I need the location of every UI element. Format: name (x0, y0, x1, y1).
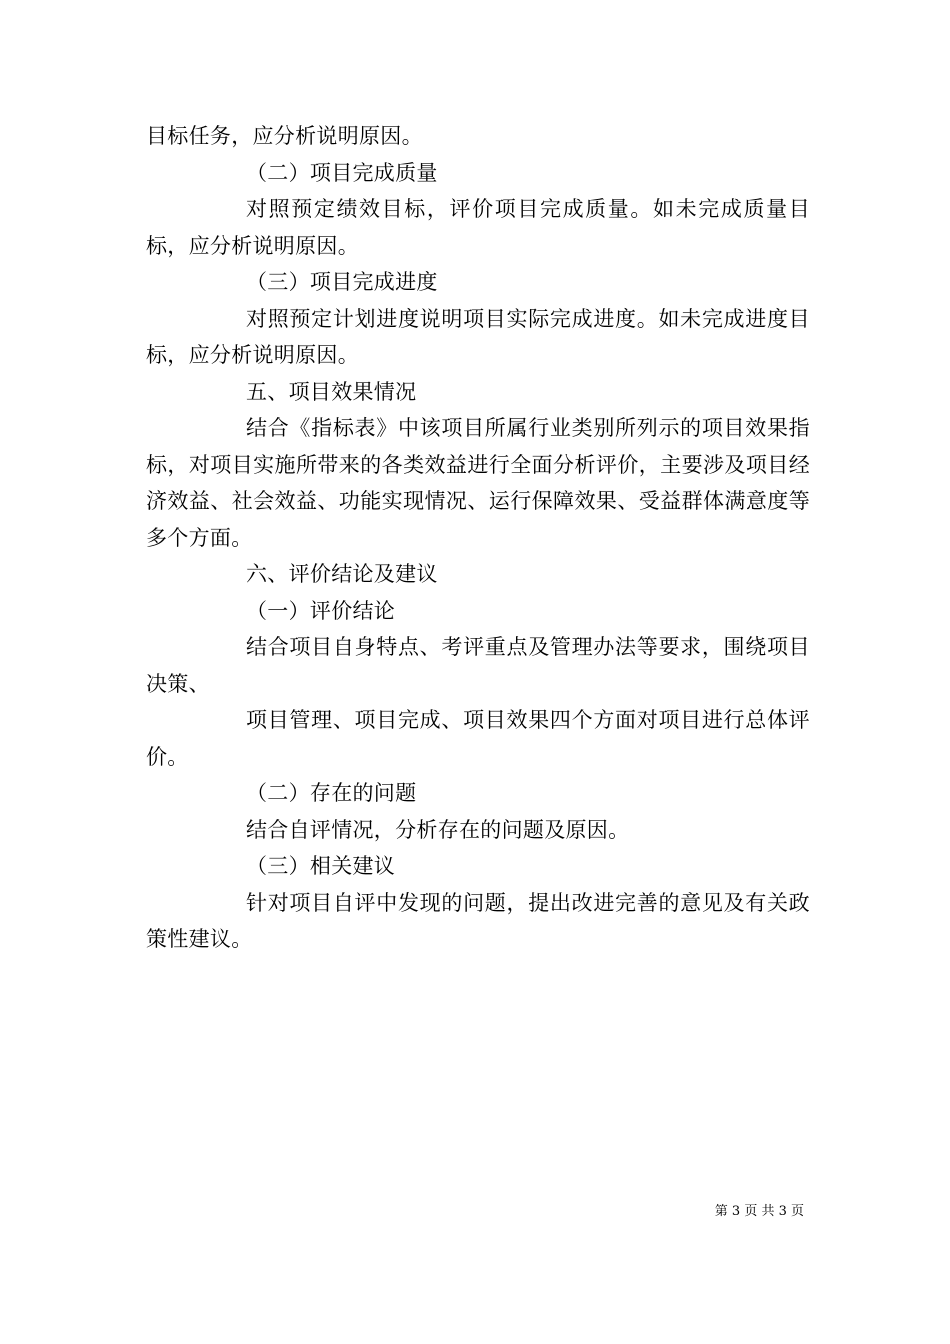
paragraph-conclusion-part-two: 项目管理、项目完成、项目效果四个方面对项目进行总体评价。 (146, 708, 810, 769)
paragraph-effects: 结合《指标表》中该项目所属行业类别所列示的项目效果指标，对项目实施所带来的各类效益进行全面分析评价，主要涉及项目经济效益、社会效益、功能实现情况、运行保障效果、受益群体满意度等多个方面。 (146, 416, 810, 550)
heading-section-five: 五、项目效果情况 (246, 379, 417, 404)
heading-completion-progress: （三）项目完成进度 (246, 270, 438, 294)
heading-existing-problems: （二）存在的问题 (246, 781, 417, 805)
paragraph-continuation: 目标任务，应分析说明原因。 (146, 124, 423, 148)
heading-related-suggestions: （三）相关建议 (246, 854, 396, 878)
heading-section-six: 六、评价结论及建议 (246, 562, 438, 586)
paragraph-quality: 对照预定绩效目标，评价项目完成质量。如未完成质量目标，应分析说明原因。 (146, 197, 810, 258)
paragraph-conclusion-part-one: 结合项目自身特点、考评重点及管理办法等要求，围绕项目决策、 (146, 635, 810, 696)
paragraph-progress: 对照预定计划进度说明项目实际完成进度。如未完成进度目标，应分析说明原因。 (146, 306, 810, 367)
heading-evaluation-conclusion: （一）评价结论 (246, 598, 396, 623)
paragraph-suggestions: 针对项目自评中发现的问题，提出改进完善的意见及有关政策性建议。 (146, 890, 810, 951)
paragraph-problems: 结合自评情况，分析存在的问题及原因。 (246, 817, 630, 842)
page-number-footer: 第 3 页 共 3 页 (714, 1204, 804, 1219)
heading-completion-quality: （二）项目完成质量 (246, 160, 438, 185)
document-body (146, 118, 810, 958)
